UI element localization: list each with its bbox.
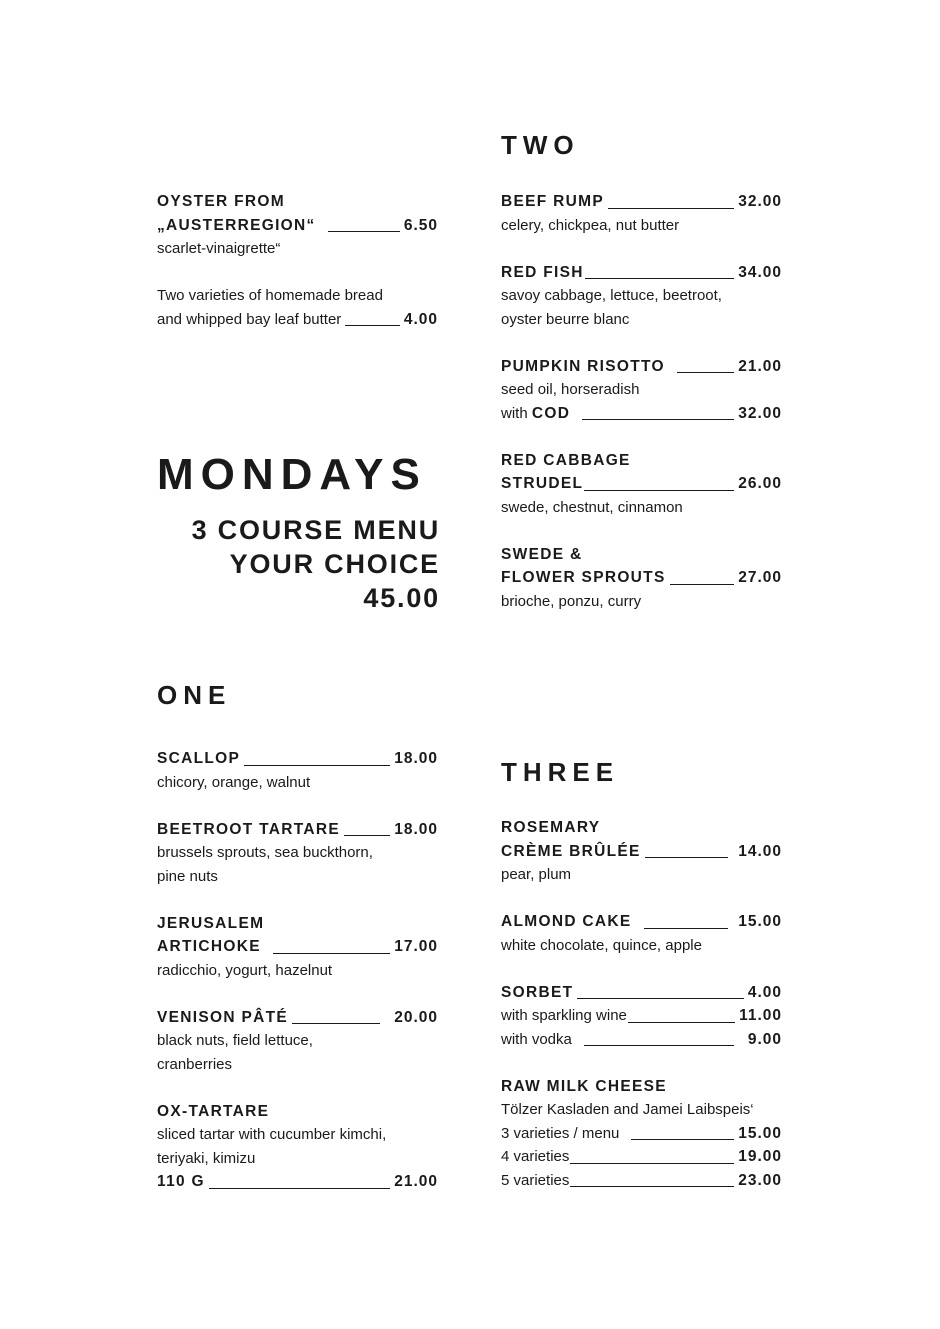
- menu-item-creme-brulee: [501, 816, 782, 887]
- item-price: 32.00: [738, 404, 782, 422]
- section-title-one: ONE: [157, 680, 232, 710]
- item-price: 19.00: [738, 1148, 782, 1165]
- item-name: RED CABBAGE: [501, 451, 631, 469]
- item-description: cranberries: [157, 1055, 233, 1073]
- leader-line: [328, 231, 400, 232]
- menu-item-ox-tartare: [157, 1100, 438, 1194]
- menu-item-pumpkin-risotto: [501, 355, 782, 426]
- item-description: pear, plum: [501, 866, 572, 883]
- item-description: pine nuts: [157, 867, 218, 885]
- item-description: swede, chestnut, cinnamon: [501, 498, 683, 516]
- item-description: scarlet-vinaigrette“: [157, 240, 281, 257]
- item-name: ROSEMARY: [501, 819, 601, 836]
- item-name: OYSTER FROM: [157, 193, 285, 210]
- section-two: [501, 190, 782, 637]
- item-description: savoy cabbage, lettuce, beetroot,: [501, 287, 722, 304]
- item-name: OX-TARTARE: [157, 1102, 270, 1120]
- leader-line: [631, 1139, 734, 1140]
- item-price: 4.00: [747, 983, 782, 1001]
- item-name: VENISON PÂTÉ: [157, 1008, 289, 1026]
- item-option: 4 varieties: [501, 1148, 570, 1165]
- item-name: COD: [531, 404, 571, 422]
- item-name: FLOWER SPROUTS: [501, 569, 666, 586]
- item-price: 34.00: [738, 263, 782, 281]
- item-name: STRUDEL: [501, 475, 584, 492]
- leader-line: [570, 1186, 734, 1187]
- item-price: 21.00: [394, 1173, 438, 1190]
- leader-line: [577, 998, 743, 999]
- menu-item-red-cabbage-strudel: [501, 449, 782, 520]
- menu-item-sorbet: [501, 981, 782, 1052]
- promo-line: 3 COURSE MENU: [191, 515, 440, 545]
- item-price: 15.00: [738, 1124, 782, 1142]
- item-description: Tölzer Kasladen and Jamei Laibspeis‘: [501, 1101, 754, 1118]
- item-description: Two varieties of homemade bread: [157, 287, 383, 304]
- item-description: celery, chickpea, nut butter: [501, 216, 680, 234]
- menu-item-red-fish: [501, 261, 782, 332]
- item-name: RAW MILK CHEESE: [501, 1077, 667, 1095]
- item-description: brussels sprouts, sea buckthorn,: [157, 844, 373, 861]
- leader-line: [570, 1163, 734, 1164]
- item-name: PUMPKIN RISOTTO: [501, 357, 665, 375]
- item-description: oyster beurre blanc: [501, 310, 630, 328]
- item-price: 27.00: [738, 569, 782, 586]
- item-size: 110 G: [157, 1173, 205, 1190]
- leader-line: [582, 419, 734, 420]
- item-name: ARTICHOKE: [157, 938, 261, 955]
- item-description: sliced tartar with cucumber kimchi,: [157, 1126, 387, 1143]
- item-price: 21.00: [738, 357, 782, 375]
- item-option: 3 varieties / menu: [501, 1124, 620, 1142]
- item-name: JERUSALEM: [157, 914, 265, 932]
- menu-item-raw-milk-cheese: [501, 1075, 782, 1193]
- item-name: CRÈME BRÛLÉE: [501, 842, 641, 860]
- item-price: 32.00: [738, 193, 782, 210]
- item-option: with vodka: [501, 1030, 572, 1048]
- item-price: 14.00: [738, 842, 782, 860]
- item-description: radicchio, yogurt, hazelnut: [157, 961, 333, 979]
- item-price: 26.00: [738, 475, 782, 492]
- section-three: [501, 816, 782, 1216]
- leader-line: [628, 1022, 735, 1023]
- menu-item-scallop: [157, 747, 438, 794]
- promo-price: 45.00: [363, 583, 440, 613]
- item-price: 17.00: [394, 938, 438, 955]
- item-description: seed oil, horseradish: [501, 381, 640, 398]
- leader-line: [585, 278, 734, 279]
- promo-offer: [192, 513, 440, 615]
- item-price: 4.00: [403, 310, 438, 328]
- item-description: chicory, orange, walnut: [157, 773, 311, 791]
- item-description: black nuts, field lettuce,: [157, 1032, 313, 1049]
- leader-line: [273, 953, 390, 954]
- leader-line: [645, 857, 729, 858]
- item-name: SCALLOP: [157, 750, 241, 767]
- leader-line: [677, 372, 734, 373]
- leader-line: [584, 490, 734, 491]
- item-description: and whipped bay leaf butter: [157, 310, 342, 328]
- menu-item-oyster: [157, 190, 438, 261]
- leader-line: [244, 765, 390, 766]
- section-title-two: TWO: [501, 130, 580, 160]
- item-price: 6.50: [403, 216, 438, 234]
- leader-line: [608, 208, 734, 209]
- item-name: BEEF RUMP: [501, 193, 604, 210]
- promo-title: MONDAYS: [157, 450, 427, 499]
- item-option: 5 varieties: [501, 1171, 570, 1189]
- item-price: 18.00: [394, 820, 438, 838]
- item-description: white chocolate, quince, apple: [501, 936, 702, 954]
- menu-item-swede: [501, 543, 782, 614]
- menu-item-beetroot: [157, 818, 438, 889]
- item-description: teriyaki, kimizu: [157, 1149, 256, 1167]
- item-description: brioche, ponzu, curry: [501, 592, 642, 610]
- menu-item-almond-cake: [501, 910, 782, 957]
- section-title-three: THREE: [501, 757, 620, 787]
- section-one: [157, 747, 438, 1217]
- item-name: RED FISH: [501, 263, 584, 281]
- item-name: „AUSTERREGION“: [157, 216, 316, 234]
- item-price: 20.00: [394, 1008, 438, 1026]
- item-name: ALMOND CAKE: [501, 913, 632, 930]
- item-price: 18.00: [394, 750, 438, 767]
- item-name: SORBET: [501, 983, 574, 1001]
- item-name: BEETROOT TARTARE: [157, 820, 340, 838]
- promo-line: YOUR CHOICE: [229, 549, 440, 579]
- leader-line: [644, 928, 729, 929]
- starters-top: [157, 190, 438, 355]
- leader-line: [344, 835, 390, 836]
- leader-line: [584, 1045, 734, 1046]
- item-name: SWEDE &: [501, 545, 583, 563]
- item-option: with sparkling wine: [501, 1007, 627, 1024]
- item-price: 11.00: [739, 1007, 782, 1024]
- leader-line: [209, 1188, 390, 1189]
- item-price: 9.00: [747, 1030, 782, 1048]
- menu-item-jerusalem: [157, 912, 438, 983]
- leader-line: [292, 1023, 380, 1024]
- item-price: 23.00: [738, 1171, 782, 1189]
- menu-item-venison: [157, 1006, 438, 1077]
- leader-line: [670, 584, 735, 585]
- menu-item-beef-rump: [501, 190, 782, 237]
- item-option: with: [501, 404, 528, 422]
- menu-item-bread: [157, 284, 438, 331]
- item-price: 15.00: [738, 913, 782, 930]
- leader-line: [345, 325, 400, 326]
